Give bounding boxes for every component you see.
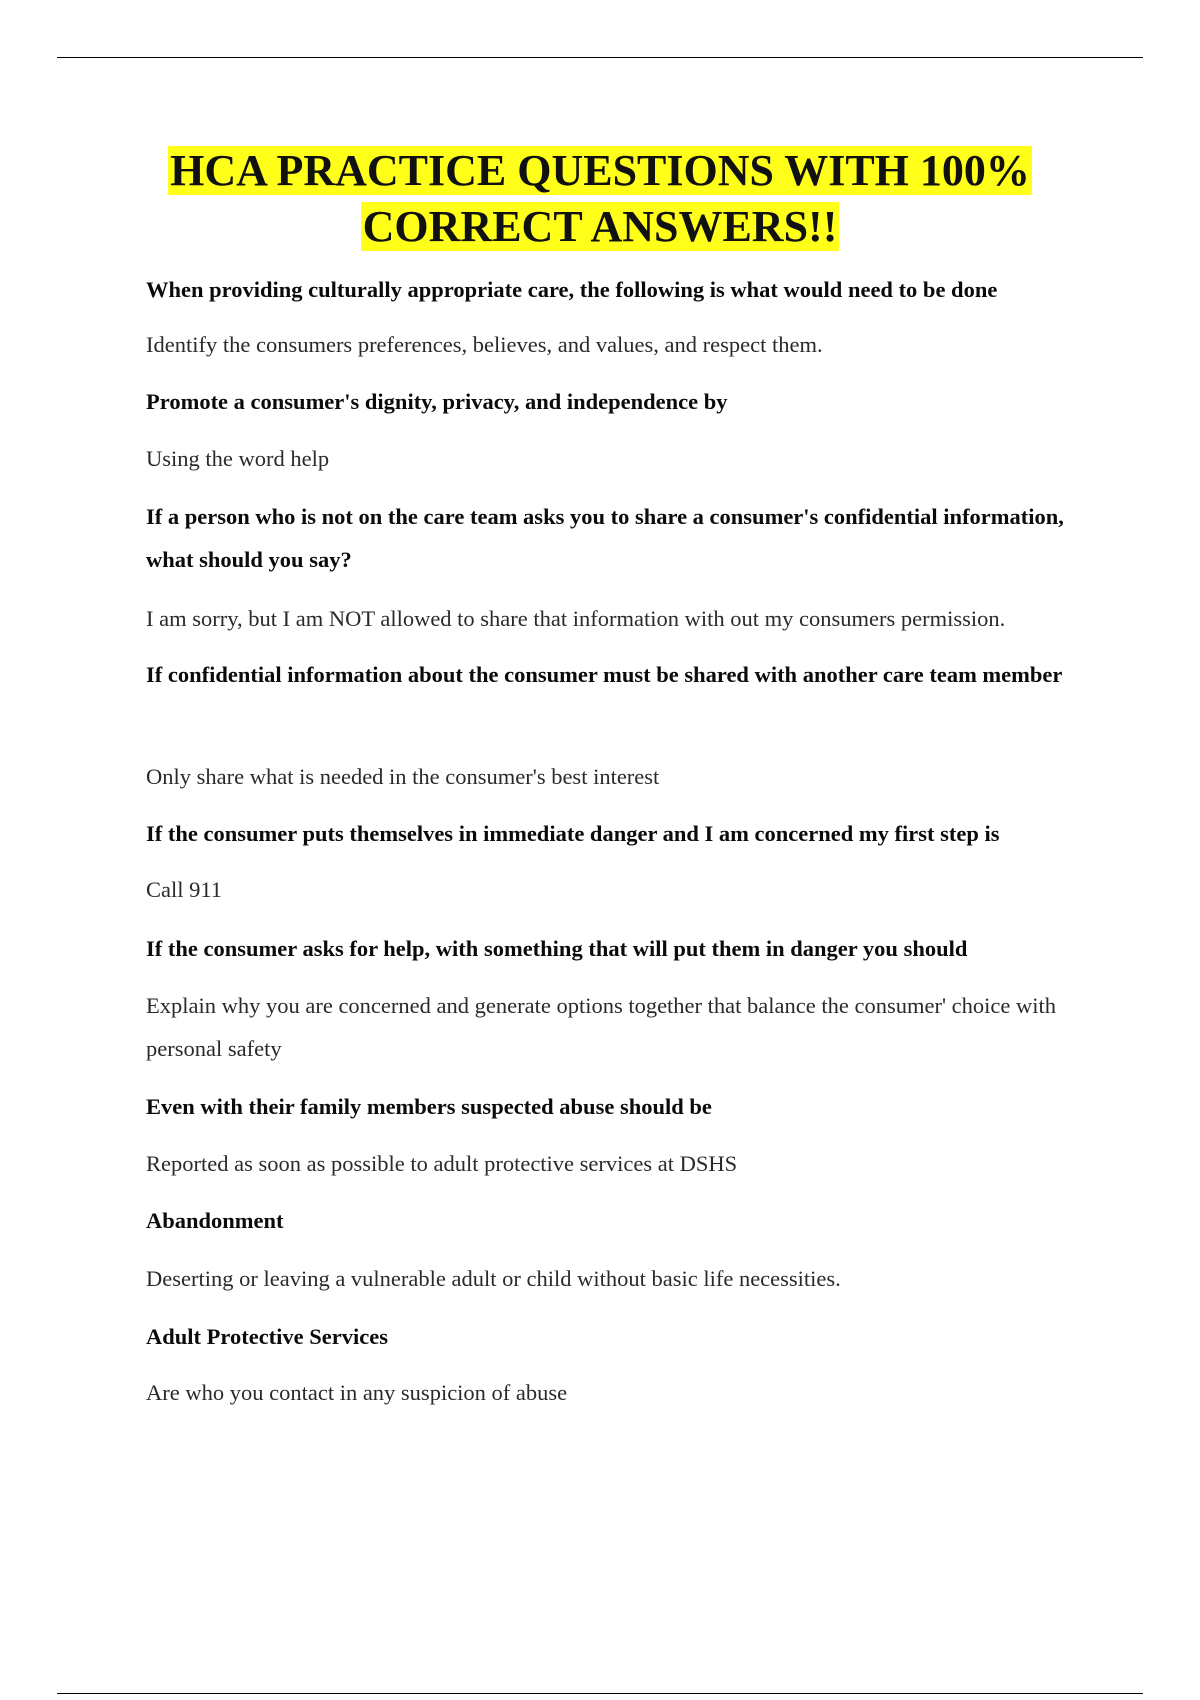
qa-item	[146, 437, 1086, 480]
question-text: When providing culturally appropriate care, the following is what would need to be done	[146, 277, 998, 302]
question-text: If confidential information about the consumer must be shared with another care team member	[146, 662, 1063, 687]
header-rule	[57, 57, 1143, 58]
qa-item	[146, 268, 1086, 311]
answer-text: Deserting or leaving a vulnerable adult or child without basic life necessities.	[146, 1266, 841, 1291]
question-text: Adult Protective Services	[146, 1324, 389, 1349]
footer-rule	[57, 1693, 1143, 1694]
title-line-1: HCA PRACTICE QUESTIONS WITH 100%	[170, 146, 1030, 195]
qa-item	[146, 927, 1086, 970]
qa-item	[146, 323, 1086, 366]
qa-item	[146, 1371, 1086, 1414]
qa-item	[146, 495, 1086, 581]
qa-item	[146, 653, 1086, 696]
qa-item	[146, 1199, 1086, 1242]
qa-item	[146, 1315, 1086, 1358]
question-text: Even with their family members suspected abuse should be	[146, 1094, 712, 1119]
title-line-2: CORRECT ANSWERS!!	[362, 202, 838, 251]
answer-text: Reported as soon as possible to adult protective services at DSHS	[146, 1151, 738, 1176]
qa-item	[146, 868, 1086, 911]
qa-item	[146, 984, 1086, 1070]
question-text: If a person who is not on the care team asks you to share a consumer's confidential information, what should you say?	[146, 504, 1064, 572]
qa-item	[146, 1085, 1086, 1128]
question-text: Abandonment	[146, 1208, 284, 1233]
qa-item	[146, 755, 1086, 798]
qa-item	[146, 380, 1086, 423]
question-text: If the consumer puts themselves in immediate danger and I am concerned my first step is	[146, 821, 1000, 846]
answer-text: Call 911	[146, 877, 223, 902]
qa-item	[146, 812, 1086, 855]
answer-text: I am sorry, but I am NOT allowed to share that information with out my consumers permission.	[146, 606, 1006, 631]
answer-text: Identify the consumers preferences, believes, and values, and respect them.	[146, 332, 823, 357]
qa-item	[146, 597, 1086, 640]
qa-item	[146, 1142, 1086, 1185]
answer-text: Are who you contact in any suspicion of abuse	[146, 1380, 568, 1405]
qa-item	[146, 1257, 1086, 1300]
document-title	[0, 143, 1200, 255]
answer-text: Explain why you are concerned and generate options together that balance the consumer' choice with personal safety	[146, 993, 1056, 1061]
question-text: Promote a consumer's dignity, privacy, and independence by	[146, 389, 728, 414]
answer-text: Using the word help	[146, 446, 330, 471]
answer-text: Only share what is needed in the consumer's best interest	[146, 764, 660, 789]
question-text: If the consumer asks for help, with something that will put them in danger you should	[146, 936, 968, 961]
